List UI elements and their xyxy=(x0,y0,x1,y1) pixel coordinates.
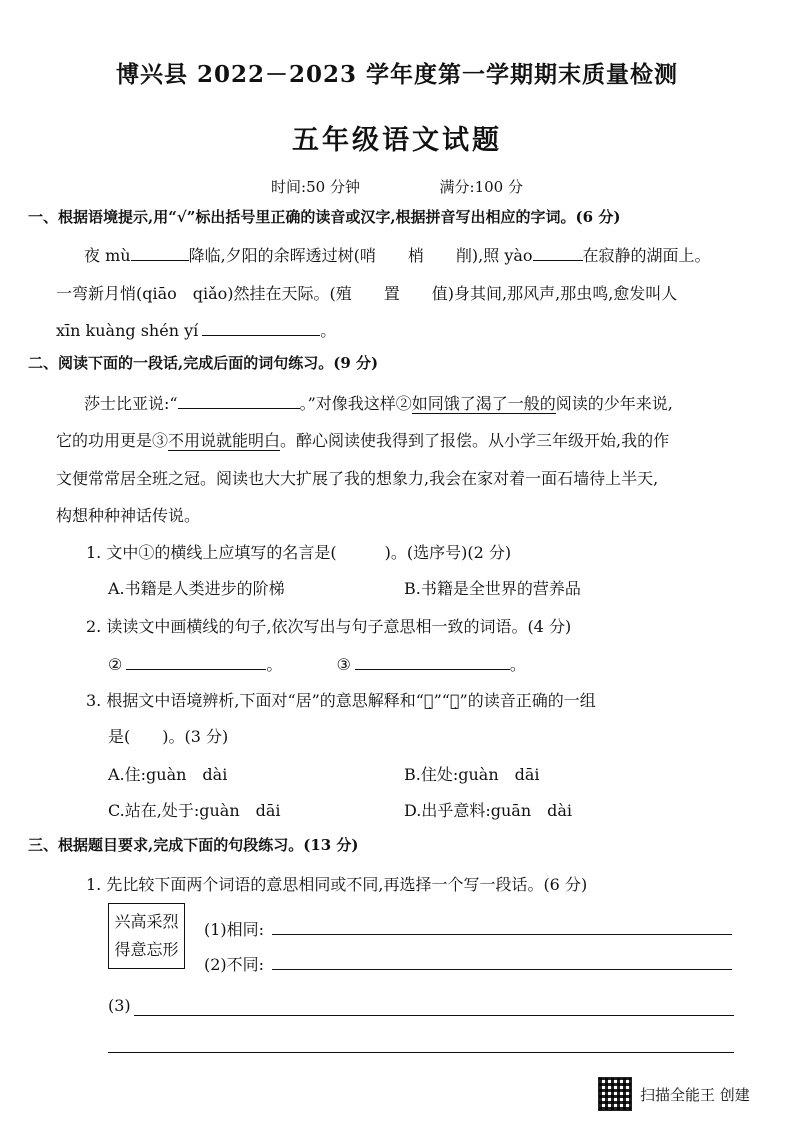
time-limit: 时间:50 分钟 xyxy=(271,178,360,196)
option-q3-d[interactable]: D.出乎意料:guān dài xyxy=(404,801,573,820)
section1-line2: 一弯新月悄(qiāo qiǎo)然挂在天际。(殖 置 值)身其间,那风声,那虫鸣,愈发叫人 xyxy=(56,284,678,303)
word-2: 得意忘形 xyxy=(114,940,179,959)
section1-line1: 夜 mù 降临,夕阳的余晖透过树(哨 梢 削),照 yào 在寂静的湖面上。 xyxy=(84,246,711,265)
label-paragraph: (3) xyxy=(108,996,131,1015)
blank-q2-2[interactable] xyxy=(126,654,266,670)
section1-line3: xīn kuàng shén yí 。 xyxy=(56,321,337,340)
section2-p2: 它的功用更是③不用说就能明白。醉心阅读使我得到了报偿。从小学三年级开始,我的作 xyxy=(56,431,670,450)
section2-p4: 构想种种神话传说。 xyxy=(56,506,201,525)
section3-q1: 1. 先比较下面两个词语的意思相同或不同,再选择一个写一段话。(6 分) xyxy=(86,875,588,894)
exam-subtitle: 五年级语文试题 xyxy=(292,125,502,156)
blank-quote[interactable] xyxy=(178,393,300,409)
section2-q3-line1: 3. 根据文中语境辨析,下面对“居”的意思解释和“冠̣”“待̣”的读音正确的一组 xyxy=(86,691,596,710)
scanner-watermark: 扫描全能王 创建 xyxy=(640,1086,750,1104)
option-q1-b[interactable]: B.书籍是全世界的营养品 xyxy=(404,579,581,598)
label-same: (1)相同: xyxy=(204,920,265,939)
option-q3-c[interactable]: C.站在,处于:guàn dāi xyxy=(108,801,281,820)
q2-answer-line: ② 。 ③ 。 xyxy=(108,655,526,674)
section1-heading: 一、根据语境提示,用“√”标出括号里正确的读音或汉字,根据拼音写出相应的字词。(6 分) xyxy=(28,208,621,226)
exam-title: 博兴县 2022－2023 学年度第一学期期末质量检测 xyxy=(115,61,679,88)
label-different: (2)不同: xyxy=(204,955,265,974)
word-box xyxy=(108,903,185,969)
section2-q1: 1. 文中①的横线上应填写的名言是( )。(选序号)(2 分) xyxy=(86,543,512,562)
section2-heading: 二、阅读下面的一段话,完成后面的词句练习。(9 分) xyxy=(28,354,379,372)
blank-xinkuang[interactable] xyxy=(202,320,320,336)
option-q1-a[interactable]: A.书籍是人类进步的阶梯 xyxy=(108,579,285,598)
exam-info xyxy=(0,176,794,197)
option-q3-a[interactable]: A.住:guàn dài xyxy=(108,765,228,784)
section2-p3: 文便常常居全班之冠。阅读也大大扩展了我的想象力,我会在家对着一面石墙待上半天, xyxy=(56,469,659,488)
answer-line-same[interactable] xyxy=(272,934,732,935)
blank-mu[interactable] xyxy=(131,245,189,261)
blank-yao[interactable] xyxy=(533,245,583,261)
qr-code-icon xyxy=(598,1077,632,1111)
section3-heading: 三、根据题目要求,完成下面的句段练习。(13 分) xyxy=(28,836,359,854)
section2-q2: 2. 读读文中画横线的句子,依次写出与句子意思相一致的词语。(4 分) xyxy=(86,617,572,636)
section2-p1: 莎士比亚说:“ 。”对像我这样②如同饿了渴了一般的阅读的少年来说, xyxy=(84,394,673,413)
answer-line-paragraph-1[interactable] xyxy=(134,1015,734,1016)
full-score: 满分:100 分 xyxy=(439,178,523,196)
blank-q2-3[interactable] xyxy=(355,654,510,670)
answer-line-different[interactable] xyxy=(272,969,732,970)
option-q3-b[interactable]: B.住处:guàn dāi xyxy=(404,765,540,784)
answer-line-paragraph-2[interactable] xyxy=(108,1052,734,1053)
section2-q3-line2: 是( )。(3 分) xyxy=(108,727,229,746)
word-1: 兴高采烈 xyxy=(114,912,179,931)
